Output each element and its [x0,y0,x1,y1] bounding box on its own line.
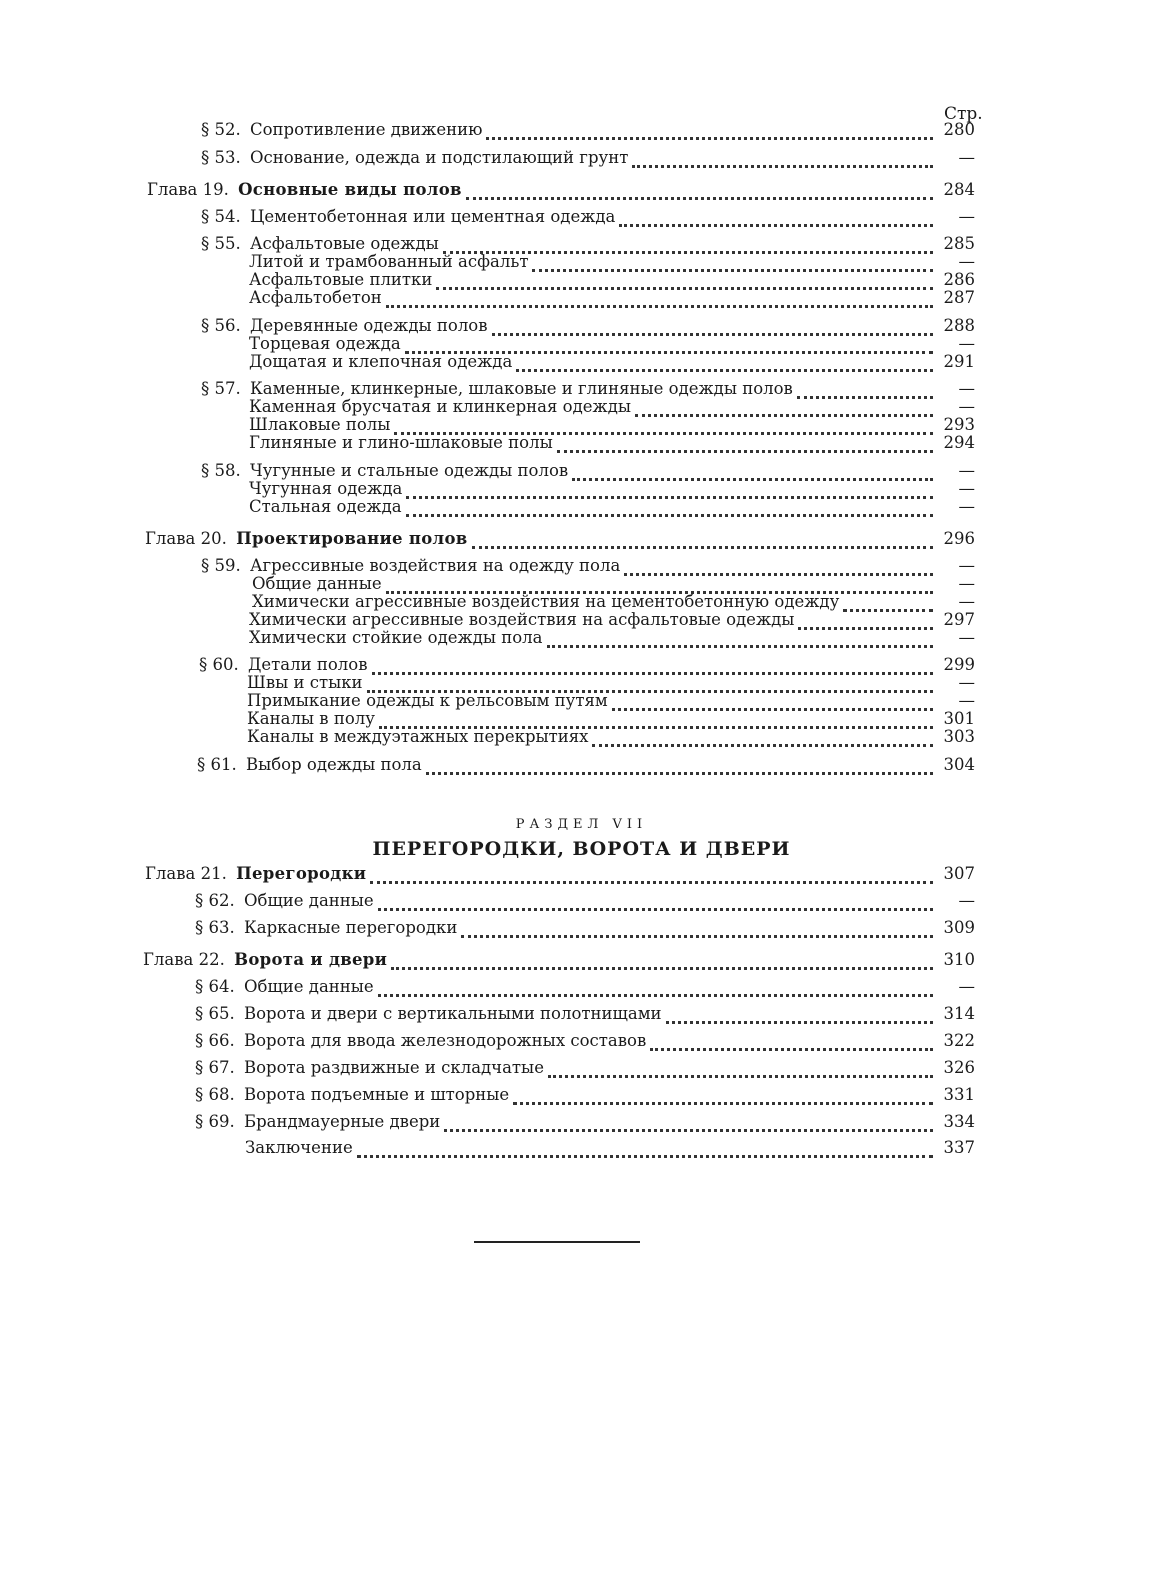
toc-entry-title: Торцевая одежда [249,334,401,353]
toc-entry-prefix: § 59. [201,556,246,575]
toc-entry-row [249,628,975,648]
toc-entry-row [195,977,975,997]
toc-chapter-row [145,864,975,884]
toc-entry-row [201,461,975,481]
toc-entry-prefix: Глава 20. [145,529,233,548]
dot-leader [513,1089,933,1105]
toc-page-number: — [958,497,975,516]
toc-entry-row [249,334,975,354]
toc-page-number: — [958,148,975,167]
dot-leader [592,731,933,747]
toc-entry-title: Основные виды полов [238,180,462,199]
toc-entry-prefix: Глава 22. [143,950,231,969]
toc-entry-title: Асфальтовые плитки [249,270,433,289]
toc-entry-label [195,1058,544,1078]
toc-page-number: — [958,977,975,996]
dot-leader [472,533,933,549]
toc-page-number: 334 [943,1112,975,1131]
toc-entry-prefix: § 55. [201,234,246,253]
toc-entry-row [249,288,975,308]
toc-entry-label [199,655,368,675]
toc-entry-label [249,415,390,435]
toc-entry-label [249,610,794,630]
toc-page-number: 296 [943,529,975,548]
toc-entry-row [195,1004,975,1024]
toc-entry-row [195,1085,975,1105]
toc-entry-label [249,397,631,417]
toc-entry-label [201,556,620,576]
toc-entry-title: Шлаковые полы [249,415,391,434]
toc-entry-title: Деревянные одежды полов [249,316,488,335]
toc-entry-row [249,479,975,499]
toc-entry-title: Детали полов [247,655,368,674]
toc-entry-label [201,316,488,336]
toc-entry-row [249,352,975,372]
toc-entry-title: Общие данные [243,977,374,996]
dot-leader [466,184,933,200]
toc-entry-label [195,1085,509,1105]
toc-entry-title: Литой и трамбованный асфальт [249,252,529,271]
toc-entry-label [195,1112,440,1132]
toc-page-number: — [958,461,975,480]
toc-entry-row [247,673,975,693]
toc-entry-label [195,977,374,997]
toc-entry-prefix: § 62. [195,891,240,910]
toc-entry-row [201,556,975,576]
toc-entry-title: Каменная брусчатая и клинкерная одежды [249,397,631,416]
toc-entry-label [195,1004,662,1024]
toc-entry-row [195,918,975,938]
toc-entry-label [249,628,543,648]
toc-page-number: 303 [943,727,975,746]
toc-entry-row [247,709,975,729]
toc-entry-label [252,574,382,594]
toc-entry-title: Чугунная одежда [249,479,403,498]
toc-entry-title: Брандмауерные двери [243,1112,441,1131]
toc-page-number: — [958,691,975,710]
toc-entry-row [252,592,975,612]
dot-leader [378,981,933,997]
toc-entry-prefix: Глава 19. [147,180,235,199]
toc-entry-title: Общие данные [252,574,382,593]
toc-entry-row [195,1112,975,1132]
toc-entry-label [201,379,793,399]
dot-leader [619,211,933,227]
dot-leader [547,632,934,648]
toc-entry-title: Сопротивление движению [249,120,483,139]
toc-entry-prefix: § 56. [201,316,246,335]
toc-entry-label [145,864,366,884]
dot-leader [406,501,933,517]
toc-entry-title: Ворота раздвижные и складчатые [243,1058,544,1077]
dot-leader [426,759,933,775]
toc-entry-title: Асфальтобетон [249,288,382,307]
toc-entry-title: Химически стойкие одежды пола [249,628,543,647]
toc-entry-label [143,950,387,970]
toc-entry-label [249,334,401,354]
toc-page-number: 285 [943,234,975,253]
dot-leader [650,1035,933,1051]
toc-page-number: 297 [943,610,975,629]
toc-entry-prefix: § 68. [195,1085,240,1104]
toc-entry-label [195,918,457,938]
toc-entry-row [201,316,975,336]
toc-entry-row [201,379,975,399]
toc-entry-title: Перегородки [236,864,367,883]
dot-leader [391,954,933,970]
toc-entry-label [145,529,468,549]
toc-entry-prefix: § 61. [197,755,242,774]
toc-entry-label [201,207,615,227]
toc-entry-label [249,252,528,272]
section-title: ПЕРЕГОРОДКИ, ВОРОТА И ДВЕРИ [372,838,791,860]
toc-page-number: — [958,556,975,575]
page-column-header: Стр. [944,104,983,124]
toc-page-number: 309 [943,918,975,937]
dot-leader [486,124,933,140]
toc-chapter-row [145,529,975,549]
toc-chapter-row [147,180,975,200]
toc-entry-row [247,691,975,711]
toc-page-number: — [958,891,975,910]
toc-entry-prefix: § 63. [195,918,240,937]
toc-page-number: — [958,628,975,647]
toc-entry-title: Химически агрессивные воздействия на асфальтовые одежды [249,610,795,629]
toc-page-number: 301 [943,709,975,728]
toc-entry-label [245,1138,353,1158]
toc-page-number: — [958,673,975,692]
toc-entry-title: Ворота и двери с вертикальными полотнищами [243,1004,662,1023]
toc-page-number: — [958,379,975,398]
toc-entry-label [252,592,839,612]
toc-entry-label [247,691,608,711]
toc-entry-title: Химически агрессивные воздействия на цементобетонную одежду [252,592,840,611]
toc-entry-label [249,433,553,453]
dot-leader [357,1142,933,1158]
toc-entry-row [201,148,975,168]
toc-page-number: 280 [943,120,975,139]
toc-entry-prefix: § 67. [195,1058,240,1077]
toc-entry-label [147,180,462,200]
toc-entry-title: Примыкание одежды к рельсовым путям [247,691,608,710]
toc-entry-prefix: § 53. [201,148,246,167]
closing-rule [474,1241,640,1243]
toc-entry-prefix: § 69. [195,1112,240,1131]
toc-page-number: — [958,252,975,271]
toc-entry-label [247,673,363,693]
toc-entry-title: Каменные, клинкерные, шлаковые и глиняные одежды полов [249,379,793,398]
toc-page-number: 314 [943,1004,975,1023]
toc-page-number: 286 [943,270,975,289]
toc-entry-row [249,252,975,272]
toc-entry-prefix: Глава 21. [145,864,233,883]
toc-entry-row [249,270,975,290]
toc-page-number: 287 [943,288,975,307]
toc-entry-title: Стальная одежда [249,497,402,516]
toc-entry-title: Ворота и двери [234,950,388,969]
toc-chapter-row [143,950,975,970]
toc-entry-prefix: § 54. [201,207,246,226]
toc-page-number: 294 [943,433,975,452]
toc-entry-row [245,1138,975,1158]
toc-page-number: — [958,574,975,593]
dot-leader [666,1008,933,1024]
toc-entry-label [195,891,374,911]
section-number: РАЗДЕЛ VII [515,817,648,832]
toc-page-number: — [958,207,975,226]
toc-entry-title: Агрессивные воздействия на одежду пола [249,556,621,575]
toc-page-number: — [958,592,975,611]
toc-entry-title: Выбор одежды пола [245,755,422,774]
toc-entry-label [201,461,568,481]
toc-entry-title: Основание, одежда и подстилающий грунт [249,148,629,167]
toc-page-number: 299 [943,655,975,674]
dot-leader [378,895,933,911]
toc-entry-prefix: § 60. [199,655,244,674]
toc-entry-row [252,574,975,594]
toc-page-number: — [958,479,975,498]
dot-leader [548,1062,933,1078]
dot-leader [557,437,933,453]
dot-leader [386,292,933,308]
toc-entry-label [201,234,439,254]
toc-entry-label [201,148,628,168]
dot-leader [461,922,933,938]
toc-entry-prefix: § 66. [195,1031,240,1050]
toc-entry-title: Проектирование полов [236,529,468,548]
toc-entry-label [247,709,375,729]
toc-entry-row [197,755,975,775]
toc-entry-title: Швы и стыки [247,673,363,692]
toc-page-number: — [958,334,975,353]
toc-page-number: 337 [943,1138,975,1157]
toc-page-number: 331 [943,1085,975,1104]
toc-entry-label [249,479,402,499]
toc-entry-row [201,120,975,140]
toc-entry-row [247,727,975,747]
toc-entry-label [201,120,482,140]
toc-entry-row [249,497,975,517]
toc-entry-row [195,891,975,911]
toc-entry-row [249,397,975,417]
toc-entry-prefix: § 64. [195,977,240,996]
toc-page-number: 288 [943,316,975,335]
toc-entry-title: Чугунные и стальные одежды полов [249,461,569,480]
toc-page-number: 307 [943,864,975,883]
toc-entry-label [195,1031,646,1051]
toc-entry-row [249,610,975,630]
toc-entry-row [249,433,975,453]
toc-entry-prefix: § 57. [201,379,246,398]
toc-entry-title: Цементобетонная или цементная одежда [249,207,616,226]
dot-leader [516,356,933,372]
toc-entry-row [201,207,975,227]
toc-page-number: — [958,397,975,416]
toc-page-number: 293 [943,415,975,434]
toc-entry-prefix: § 65. [195,1004,240,1023]
toc-entry-row [199,655,975,675]
dot-leader [632,152,933,168]
toc-page-number: 284 [943,180,975,199]
toc-entry-title: Ворота для ввода железнодорожных составов [243,1031,647,1050]
toc-entry-label [197,755,422,775]
toc-entry-title: Дощатая и клепочная одежда [249,352,513,371]
toc-entry-prefix: § 52. [201,120,246,139]
dot-leader [370,868,933,884]
toc-entry-label [249,352,512,372]
toc-entry-title: Ворота подъемные и шторные [243,1085,510,1104]
toc-entry-title: Каналы в полу [247,709,375,728]
toc-entry-row [195,1058,975,1078]
toc-entry-row [195,1031,975,1051]
toc-entry-title: Заключение [245,1138,353,1157]
toc-entry-label [249,288,382,308]
dot-leader [444,1116,933,1132]
toc-entry-title: Асфальтовые одежды [249,234,439,253]
toc-entry-label [249,497,402,517]
toc-entry-label [249,270,432,290]
toc-entry-title: Каркасные перегородки [243,918,458,937]
toc-page-number: 304 [943,755,975,774]
toc-entry-label [247,727,588,747]
toc-page-number: 310 [943,950,975,969]
toc-entry-title: Общие данные [243,891,374,910]
toc-entry-title: Каналы в междуэтажных перекрытиях [247,727,589,746]
toc-entry-title: Глиняные и глино-шлаковые полы [249,433,553,452]
toc-entry-row [249,415,975,435]
toc-page-number: 326 [943,1058,975,1077]
toc-page-number: 322 [943,1031,975,1050]
toc-entry-prefix: § 58. [201,461,246,480]
toc-page-number: 291 [943,352,975,371]
toc-entry-row [201,234,975,254]
